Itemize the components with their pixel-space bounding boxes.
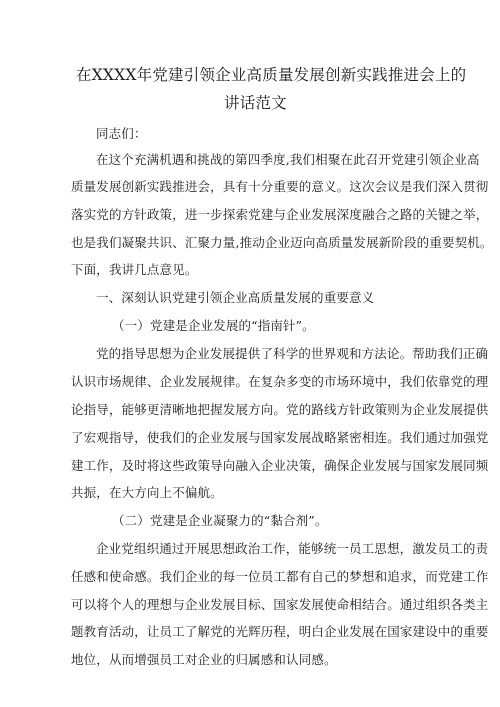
- paragraph-line: 论指导，能够更清晰地把握发展方向。党的路线方针政策则为企业发展提供: [71, 402, 489, 417]
- paragraph-line: 企业党组织通过开展思想政治工作，能够统一员工思想，激发员工的责: [96, 541, 489, 556]
- section-heading: 一、深刻认识党建引领企业高质量发展的重要意义: [96, 290, 375, 305]
- paragraph-line: 题教育活动，让员工了解党的光辉历程，明白企业发展在国家建设中的重要: [71, 624, 489, 639]
- paragraph-line: 质量发展创新实践推进会，具有十分重要的意义。这次会议是我们深入贯彻: [71, 179, 489, 194]
- salutation: 同志们：: [96, 126, 147, 141]
- paragraph-line: 共振，在大方向上不偏航。: [71, 485, 223, 500]
- paragraph-line: 认识市场规律、企业发展规律。在复杂多变的市场环境中，我们依靠党的理: [71, 374, 489, 389]
- paragraph-line: 可以将个人的理想与企业发展目标、国家发展使命相结合。通过组织各类主: [71, 597, 489, 612]
- paragraph-line: 落实党的方针政策，进一步探索党建与企业发展深度融合之路的关键之举，: [71, 207, 489, 222]
- paragraph-line: 地位，从而增强员工对企业的归属感和认同感。: [71, 652, 337, 667]
- paragraph-line: 任感和使命感。我们企业的每一位员工都有自己的梦想和追求，而党建工作: [71, 569, 489, 584]
- document-title-line-2: 讲话范文: [224, 94, 287, 112]
- subsection-heading: （二）党建是企业凝聚力的“黏合剂”。: [112, 513, 328, 528]
- paragraph-line: 也是我们凝聚共识、汇聚力量,推动企业迈向高质量发展新阶段的重要契机。: [71, 235, 493, 250]
- paragraph-line: 党的指导思想为企业发展提供了科学的世界观和方法论。帮助我们正确: [96, 346, 489, 361]
- paragraph-line: 了宏观指导，使我们的企业发展与国家发展战略紧密相连。我们通过加强党: [71, 430, 489, 445]
- document-title-line-1: 在XXXX年党建引领企业高质量发展创新实践推进会上的: [76, 66, 467, 84]
- paragraph-line: 下面，我讲几点意见。: [71, 262, 198, 277]
- paragraph-line: 建工作，及时将这些政策导向融入企业决策，确保企业发展与国家发展同频: [71, 458, 489, 473]
- paragraph-line: 在这个充满机遇和挑战的第四季度,我们相聚在此召开党建引领企业高: [96, 152, 480, 167]
- subsection-heading: （一）党建是企业发展的“指南针”。: [112, 318, 315, 333]
